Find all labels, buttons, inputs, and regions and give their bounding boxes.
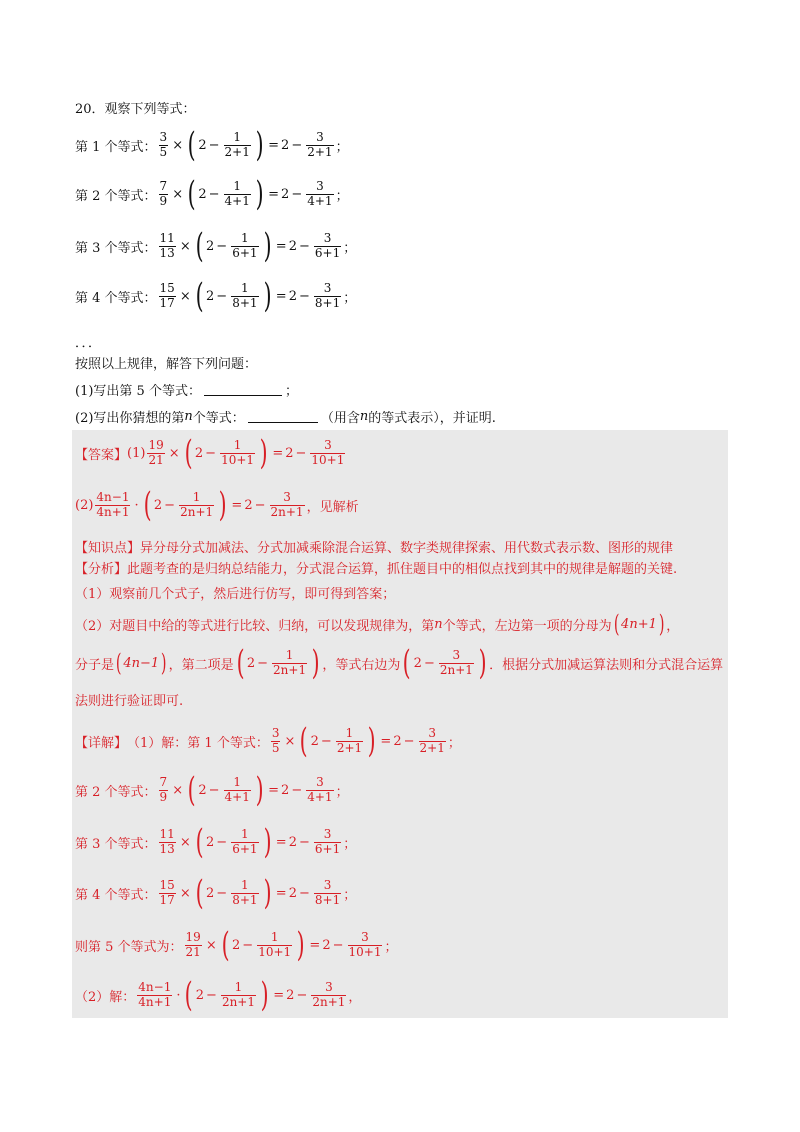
analysis-line-3: （2）对题目中给的等式进行比较、归纳，可以发现规律为，第 n 个等式，左边第一项的分母为 ( 4n+1 ) ， xyxy=(75,610,680,638)
fraction: $\frac{3}{5}$ xyxy=(159,130,168,159)
question-1: (1)写出第 5 个等式： ； xyxy=(75,384,298,399)
answer-blank[interactable] xyxy=(248,410,318,423)
instruction: 按照以上规律，解答下列问题： xyxy=(75,357,258,372)
question-2: (2)写出你猜想的第 n 个等式： （用含 n 的等式表示），并证明. xyxy=(75,409,496,426)
detail-line-6: （2）解： $\frac{4n-1}{4n+1}$ · ( 2 − $\frac{1}{2n+1}$ ) = 2 − $\frac{3}{2n+1}$ ， xyxy=(75,975,362,1015)
detail-line-2: 第 2 个等式： $\frac{7}{9}$ × ( 2 − $\frac{1}{4+1}$ ) = 2 − $\frac{3}{4+1}$ ； xyxy=(75,770,349,810)
answer-line-2: (2) $\frac{4n-1}{4n+1}$ · ( 2 − $\frac{1}{2n+1}$ ) = 2 − $\frac{3}{2n+1}$ ，见解析 xyxy=(75,485,359,525)
detail-line-1: 【详解】 （1）解：第 1 个等式： $\frac{3}{5}$ × ( 2 − $\frac{1}{2+1}$ ) = 2 − $\frac{3}{2+1}$ ； xyxy=(75,721,461,761)
ellipsis: ．．． xyxy=(75,336,102,351)
analysis-line-1: 【分析】此题考查的是归纳总结能力，分式混合运算，抓住题目中的相似点找到其中的规律是解题的关键. xyxy=(75,562,678,577)
detail-line-3: 第 3 个等式： $\frac{11}{13}$ × ( 2 − $\frac{1}{6+1}$ ) = 2 − $\frac{3}{6+1}$ ； xyxy=(75,822,357,862)
analysis-line-2: （1）观察前几个式子，然后进行仿写，即可得到答案； xyxy=(75,587,396,602)
equation-label: 第 4 个等式： xyxy=(75,290,157,306)
detail-line-5: 则第 5 个等式为： $\frac{19}{21}$ × ( 2 − $\frac{1}{10+1}$ ) = 2 − $\frac{3}{10+1}$ ； xyxy=(75,925,398,965)
equation-label: 第 3 个等式： xyxy=(75,240,157,256)
analysis-line-5: 法则进行验证即可. xyxy=(75,694,184,709)
equation-4: 第 4 个等式： $\frac{15}{17}$ × ( 2 − $\frac{1}{8+1}$ ) = 2 − $\frac{3}{8+1}$ ； xyxy=(75,276,357,316)
answer-blank[interactable] xyxy=(204,383,282,396)
equation-label: 第 2 个等式： xyxy=(75,188,157,204)
equation-1: 第 1 个等式： $\frac{3}{5}$ × ( 2 − $\frac{1}{2+1}$ ) = 2 − $\frac{3}{2+1}$ ； xyxy=(75,125,349,165)
detail-line-4: 第 4 个等式： $\frac{15}{17}$ × ( 2 − $\frac{1}{8+1}$ ) = 2 − $\frac{3}{8+1}$ ； xyxy=(75,873,357,913)
question-title: 20．观察下列等式： xyxy=(75,102,196,117)
equation-2: 第 2 个等式： $\frac{7}{9}$ × ( 2 − $\frac{1}{4+1}$ ) = 2 − $\frac{3}{4+1}$ ； xyxy=(75,174,349,214)
equation-3: 第 3 个等式： $\frac{11}{13}$ × ( 2 − $\frac{1}{6+1}$ ) = 2 − $\frac{3}{6+1}$ ； xyxy=(75,226,357,266)
knowledge-points: 【知识点】异分母分式加减法、分式加减乘除混合运算、数字类规律探索、用代数式表示数、图形的规律 xyxy=(75,541,674,556)
analysis-line-4: 分子是 ( 4n−1 ) ，第二项是 ( 2 − $\frac{1}{2n+1}$ ) ，等式右边为 ( 2 − $\frac{3}{2n+1}$ ) ．根据分式加减运算法则和分式混合运算 xyxy=(75,643,724,683)
answer-line-1: 【答案】 (1) $\frac{19}{21}$ × ( 2 − $\frac{1}{10+1}$ ) = 2 − $\frac{3}{10+1}$ xyxy=(75,433,345,473)
answer-tag: 【答案】 xyxy=(75,447,128,463)
equation-label: 第 1 个等式： xyxy=(75,139,157,155)
